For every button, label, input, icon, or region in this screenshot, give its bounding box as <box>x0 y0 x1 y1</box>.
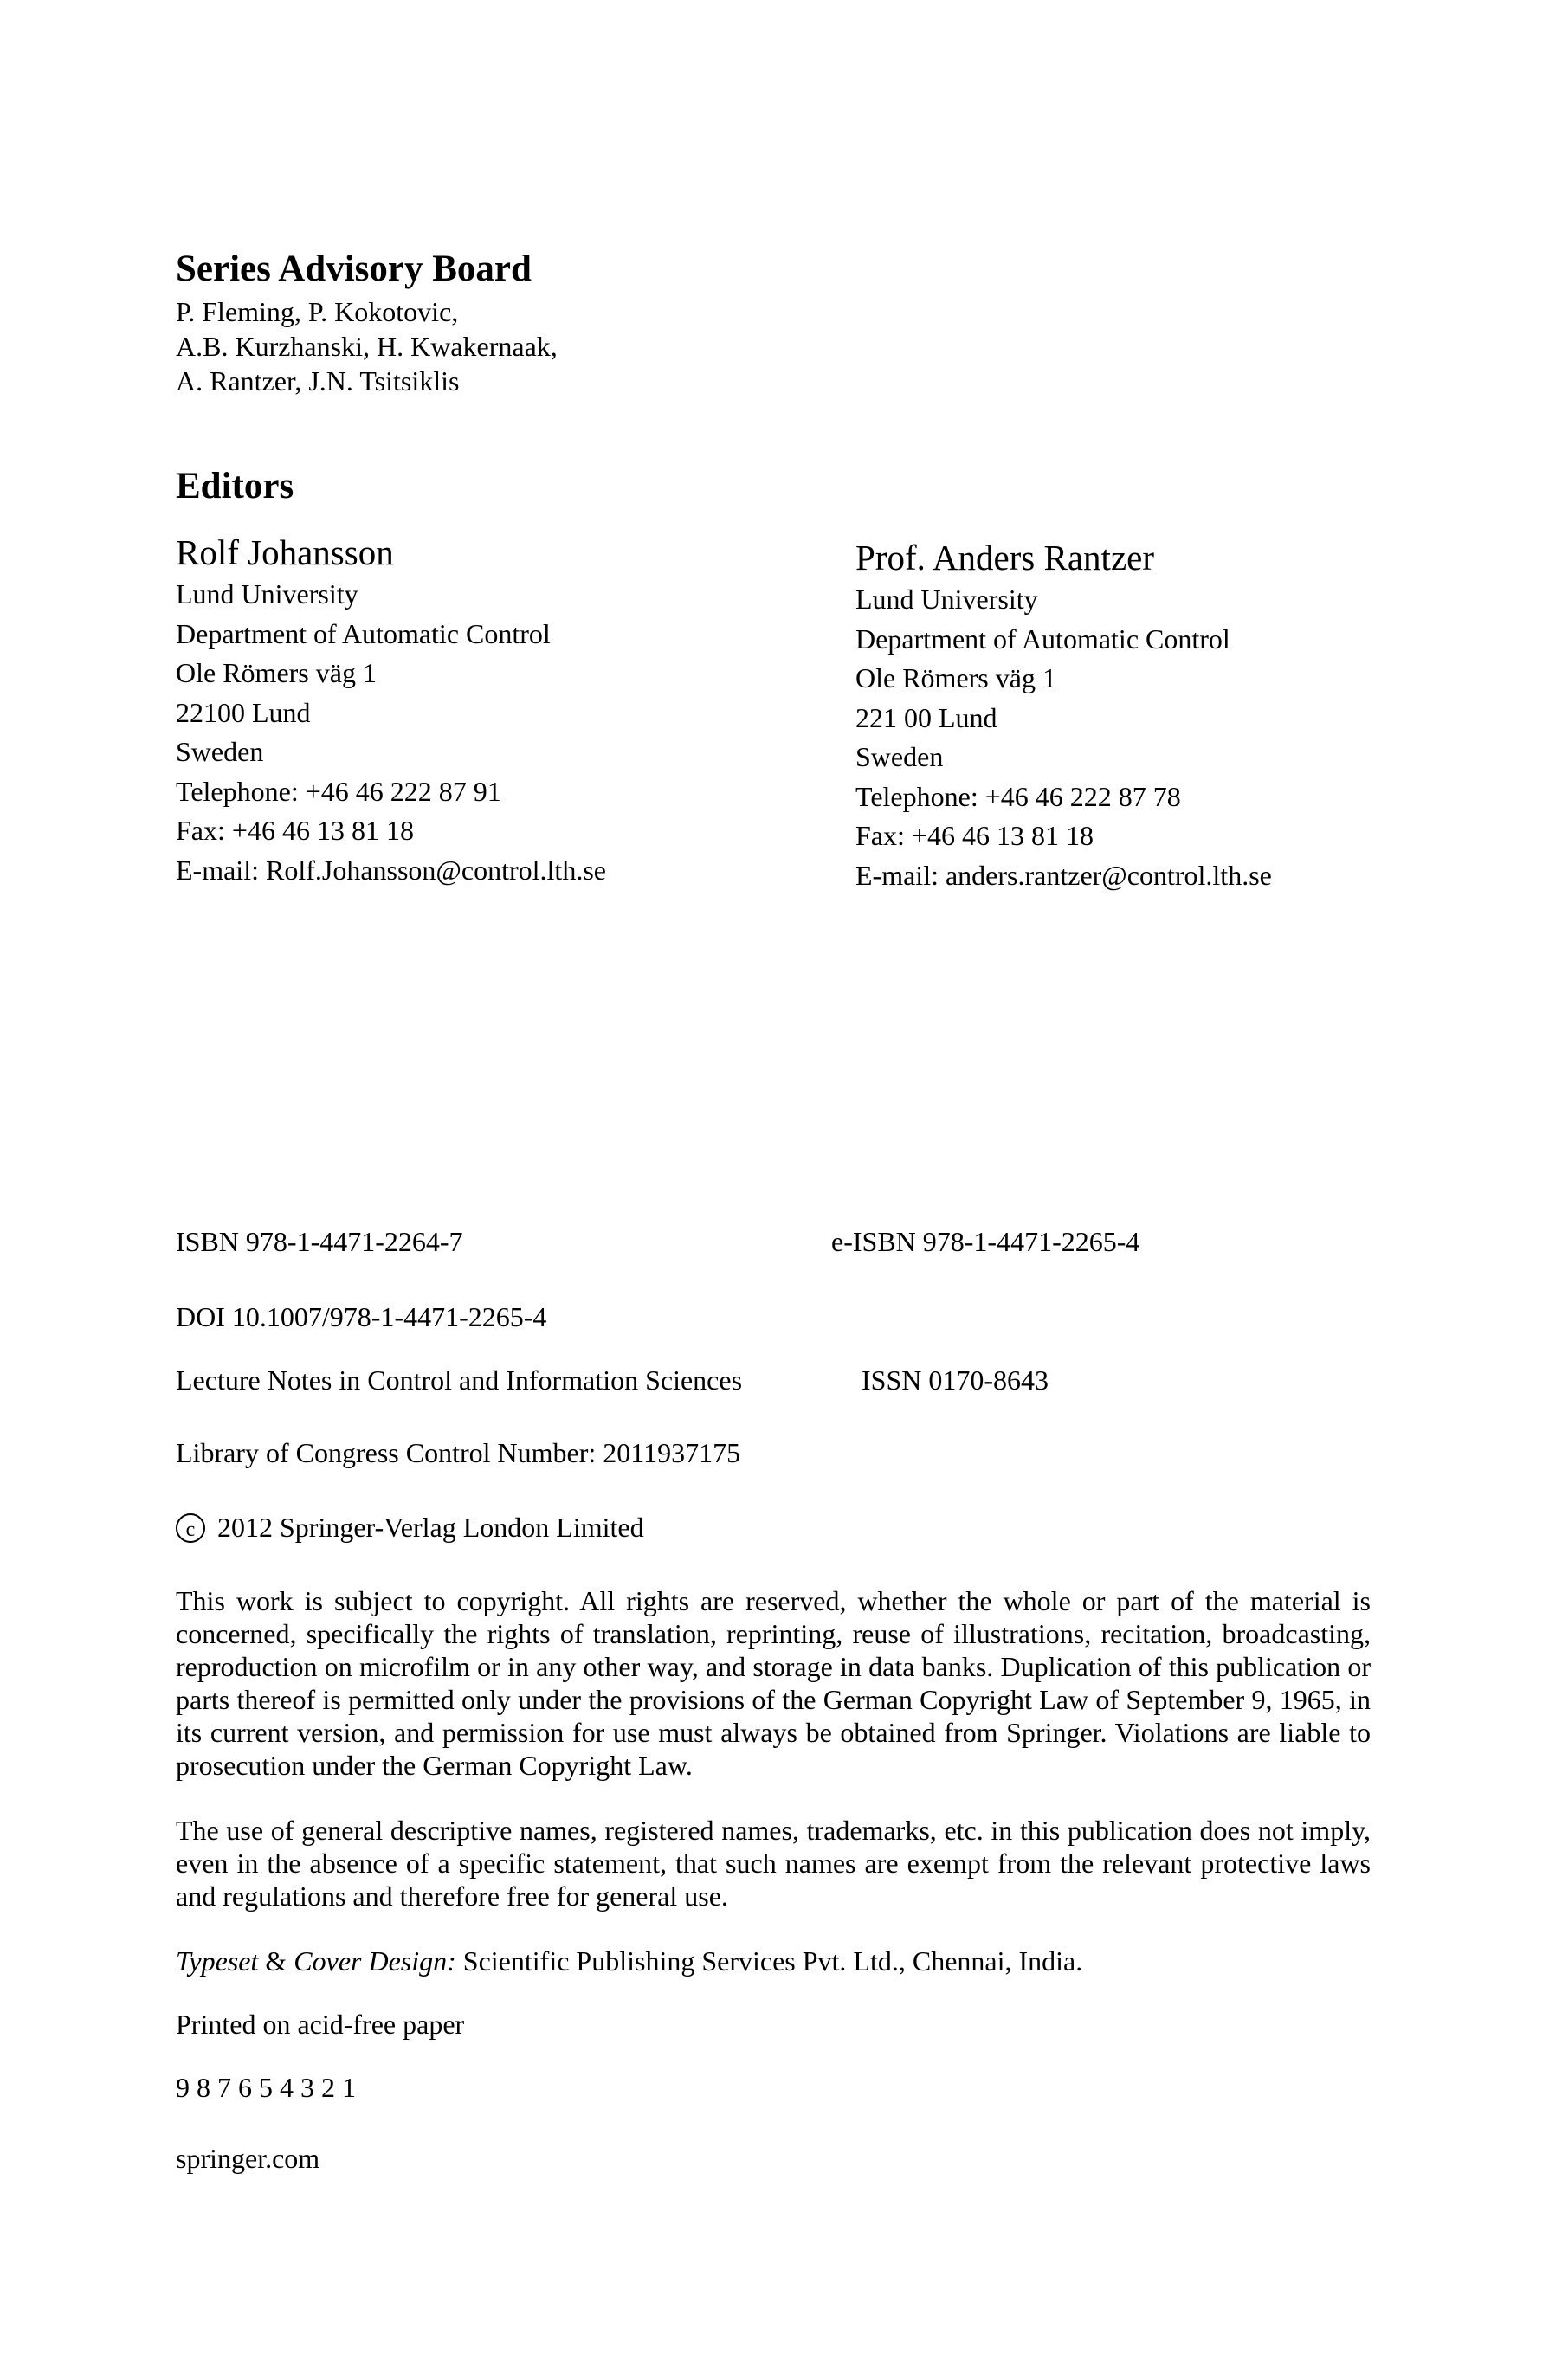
editor-email: E-mail: Rolf.Johansson@control.lth.se <box>176 854 606 886</box>
series-name: Lecture Notes in Control and Information Sciences <box>176 1364 743 1396</box>
editor-city: 221 00 Lund <box>855 701 997 733</box>
acid-free-paper: Printed on acid-free paper <box>176 2009 465 2040</box>
editor-email: E-mail: anders.rantzer@control.lth.se <box>855 859 1272 891</box>
editor-department: Department of Automatic Control <box>176 617 551 649</box>
editor-telephone: Telephone: +46 46 222 87 91 <box>176 775 501 807</box>
editor-name: Prof. Anders Rantzer <box>855 538 1154 577</box>
advisory-board-line: P. Fleming, P. Kokotovic, <box>176 296 459 327</box>
cover-design-label: Cover Design: <box>294 1945 456 1977</box>
library-of-congress-number: Library of Congress Control Number: 2011937175 <box>176 1437 741 1468</box>
typeset-value: Scientific Publishing Services Pvt. Ltd., Chennai, India. <box>455 1945 1083 1977</box>
doi: DOI 10.1007/978-1-4471-2265-4 <box>176 1301 547 1332</box>
editor-affiliation: Lund University <box>855 584 1038 615</box>
typeset-credit <box>176 1944 1082 1978</box>
editor-left <box>176 530 834 890</box>
printing-line: 9 8 7 6 5 4 3 2 1 <box>176 2072 356 2103</box>
issn: ISSN 0170-8643 <box>862 1364 1049 1396</box>
series-advisory-board-heading: Series Advisory Board <box>176 248 532 289</box>
editor-department: Department of Automatic Control <box>855 622 1230 655</box>
ampersand: & <box>258 1945 294 1977</box>
e-isbn: e-ISBN 978-1-4471-2265-4 <box>831 1226 1140 1257</box>
editor-street: Ole Römers väg 1 <box>855 662 1056 693</box>
editor-country: Sweden <box>855 741 944 772</box>
isbn: ISBN 978-1-4471-2264-7 <box>176 1226 463 1257</box>
advisory-board-line: A.B. Kurzhanski, H. Kwakernaak, <box>176 331 558 362</box>
editor-fax: Fax: +46 46 13 81 18 <box>176 815 414 846</box>
editor-country: Sweden <box>176 736 264 767</box>
editor-telephone: Telephone: +46 46 222 87 78 <box>855 780 1181 812</box>
editor-right <box>855 535 1514 895</box>
typeset-label: Typeset <box>176 1945 259 1977</box>
trademark-paragraph: The use of general descriptive names, registered names, trademarks, etc. in this publication does not imply, even in the absence of a specific statement, that such names are exempt from the relevant protective laws and regulations and therefore free for general use. <box>176 1815 1371 1912</box>
copyright-icon: c <box>176 1513 205 1543</box>
editor-name: Rolf Johansson <box>176 532 394 572</box>
copyright-paragraph: This work is subject to copyright. All rights are reserved, whether the whole or part of the material is concerned, specifically the rights of translation, reprinting, reuse of illustrations, recitation, broadcasting, reproduction on microfilm or in any other way, and storage in data banks. Duplication of this publication or parts thereof is permitted only under the provisions of the German Copyright Law of September 9, 1965, in its current version, and permission for use must always be obtained from Springer. Violations are liable to prosecution under the German Copyright Law. <box>176 1585 1371 1781</box>
copyright-line <box>176 1510 644 1545</box>
copyright-text: 2012 Springer-Verlag London Limited <box>217 1512 644 1543</box>
website: springer.com <box>176 2143 320 2174</box>
editor-city: 22100 Lund <box>176 696 311 728</box>
editor-street: Ole Römers väg 1 <box>176 657 377 688</box>
advisory-board-line: A. Rantzer, J.N. Tsitsiklis <box>176 365 460 397</box>
editors-heading: Editors <box>176 466 294 506</box>
editor-fax: Fax: +46 46 13 81 18 <box>855 820 1094 851</box>
editor-affiliation: Lund University <box>176 578 358 610</box>
